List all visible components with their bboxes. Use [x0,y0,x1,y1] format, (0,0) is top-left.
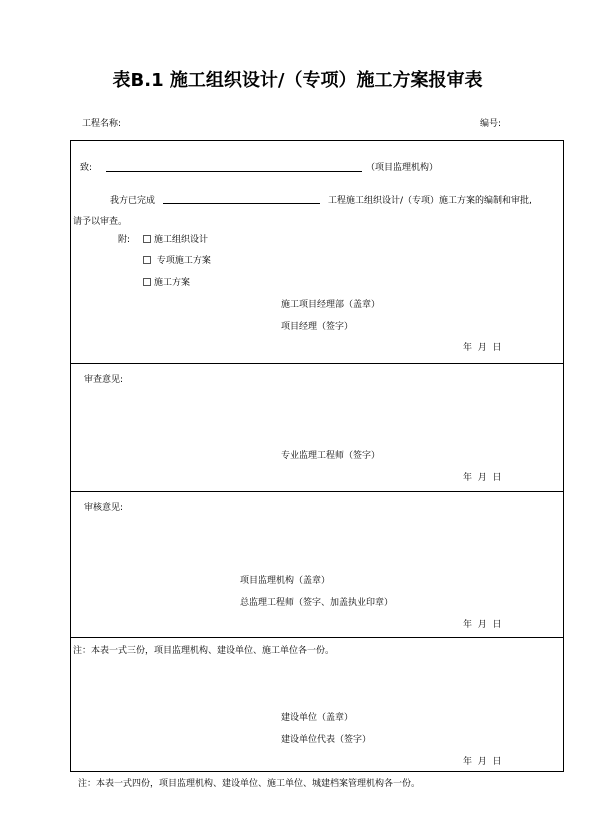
date-line: 年 月 日 [463,473,502,483]
sign-specialist-engineer: 专业监理工程师（签字） [281,451,381,461]
attach-label: 附: [118,235,131,245]
checkbox-icon[interactable] [143,278,151,286]
project-name-label: 工程名称: [82,119,122,129]
section-divider-2 [70,491,564,492]
sign-project-manager: 项目经理（签字） [281,322,354,332]
completed-prefix: 我方已完成 [110,196,156,206]
request-text: 请予以审查。 [73,217,128,227]
audit-opinion-label: 审核意见: [84,503,124,513]
sign-supervisor-org: 项目监理机构（盖章） [240,576,331,586]
review-opinion-label: 审查意见: [84,375,124,385]
attachment-label: 施工方案 [154,278,191,288]
project-field[interactable] [163,203,320,204]
date-line: 年 月 日 [463,343,502,353]
supervisor-org-field[interactable] [106,171,362,172]
to-suffix: （项目监理机构） [366,163,439,173]
attachment-item[interactable] [143,232,208,245]
date-line: 年 月 日 [463,620,502,630]
checkbox-icon[interactable] [143,256,151,264]
attachment-label: 专项施工方案 [156,256,211,266]
sign-contractor-dept: 施工项目经理部（盖章） [281,300,381,310]
section-divider-3 [70,637,564,638]
checkbox-icon[interactable] [143,235,151,243]
attachment-label: 施工组织设计 [154,235,209,245]
to-label: 致: [80,163,93,173]
sign-owner-rep: 建设单位代表（签字） [281,735,372,745]
date-line: 年 月 日 [463,757,502,767]
completed-suffix: 工程施工组织设计/（专项）施工方案的编制和审批, [328,196,532,206]
serial-number-label: 编号: [480,119,502,129]
sign-owner-unit: 建设单位（盖章） [281,713,354,723]
section4-note: 注：本表一式三份，项目监理机构、建设单位、施工单位各一份。 [73,646,335,656]
sign-chief-engineer: 总监理工程师（签字、加盖执业印章） [240,598,394,608]
attachment-item[interactable] [143,253,211,266]
attachment-item[interactable] [143,275,190,288]
form-title: 表B.1 施工组织设计/（专项）施工方案报审表 [112,70,483,91]
footnote: 注：本表一式四份，项目监理机构、建设单位、施工单位、城建档案管理机构各一份。 [78,779,421,789]
section-divider-1 [70,363,564,364]
